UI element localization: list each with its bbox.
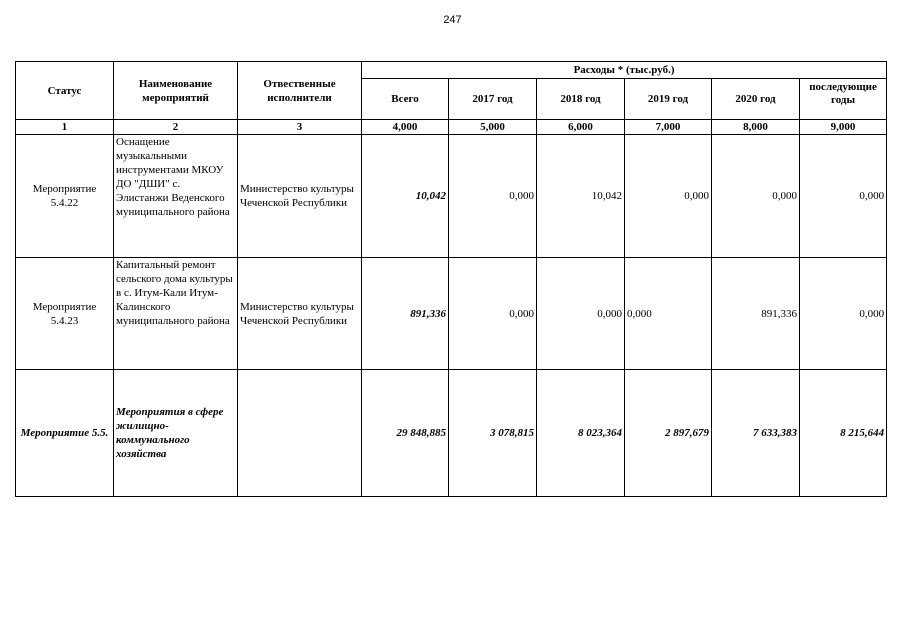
header-2017: 2017 год [449, 79, 537, 120]
row-2018: 8 023,364 [537, 370, 625, 497]
header-2020: 2020 год [712, 79, 800, 120]
column-number: 8,000 [712, 120, 800, 135]
header-name: Наименование мероприятий [114, 62, 238, 120]
column-number: 6,000 [537, 120, 625, 135]
row-2017: 0,000 [449, 258, 537, 370]
row-2019: 2 897,679 [625, 370, 712, 497]
expenses-table [15, 61, 887, 497]
row-name: Капитальный ремонт сельского дома культуры в с. Итум-Кали Итум-Калинского муниципального района [114, 258, 238, 370]
row-later: 8 215,644 [800, 370, 887, 497]
row-status: Мероприятие 5.4.23 [16, 258, 114, 370]
table-row [16, 370, 887, 497]
row-later: 0,000 [800, 258, 887, 370]
row-2020: 891,336 [712, 258, 800, 370]
column-number: 7,000 [625, 120, 712, 135]
row-2017: 3 078,815 [449, 370, 537, 497]
header-total: Всего [362, 79, 449, 120]
header-2019: 2019 год [625, 79, 712, 120]
column-number: 4,000 [362, 120, 449, 135]
row-2017: 0,000 [449, 135, 537, 258]
row-executor: Министерство культуры Чеченской Республики [238, 258, 362, 370]
header-2018: 2018 год [537, 79, 625, 120]
row-2019: 0,000 [625, 135, 712, 258]
row-2019: 0,000 [625, 258, 712, 370]
row-total: 10,042 [362, 135, 449, 258]
column-number: 3 [238, 120, 362, 135]
row-total: 29 848,885 [362, 370, 449, 497]
page-number: 247 [443, 14, 462, 26]
column-number: 9,000 [800, 120, 887, 135]
table-row [16, 258, 887, 370]
row-status: Мероприятие 5.5. [16, 370, 114, 497]
row-status: Мероприятие 5.4.22 [16, 135, 114, 258]
row-name: Оснащение музыкальными инструментами МКОУ ДО "ДШИ" с. Элистанжи Веденского муниципального района [114, 135, 238, 258]
row-total: 891,336 [362, 258, 449, 370]
row-2020: 7 633,383 [712, 370, 800, 497]
column-number-row [16, 120, 887, 135]
row-name: Мероприятия в сфере жилищно-коммунального хозяйства [114, 370, 238, 497]
row-executor [238, 370, 362, 497]
column-number: 1 [16, 120, 114, 135]
table-row [16, 135, 887, 258]
column-number: 5,000 [449, 120, 537, 135]
row-executor: Министерство культуры Чеченской Республики [238, 135, 362, 258]
row-2018: 0,000 [537, 258, 625, 370]
header-expenses: Расходы * (тыс.руб.) [362, 62, 887, 79]
header-later-years: последующие годы [800, 79, 887, 120]
header-status: Статус [16, 62, 114, 120]
header-executors: Отвественные исполнители [238, 62, 362, 120]
row-2018: 10,042 [537, 135, 625, 258]
column-number: 2 [114, 120, 238, 135]
row-2020: 0,000 [712, 135, 800, 258]
row-later: 0,000 [800, 135, 887, 258]
